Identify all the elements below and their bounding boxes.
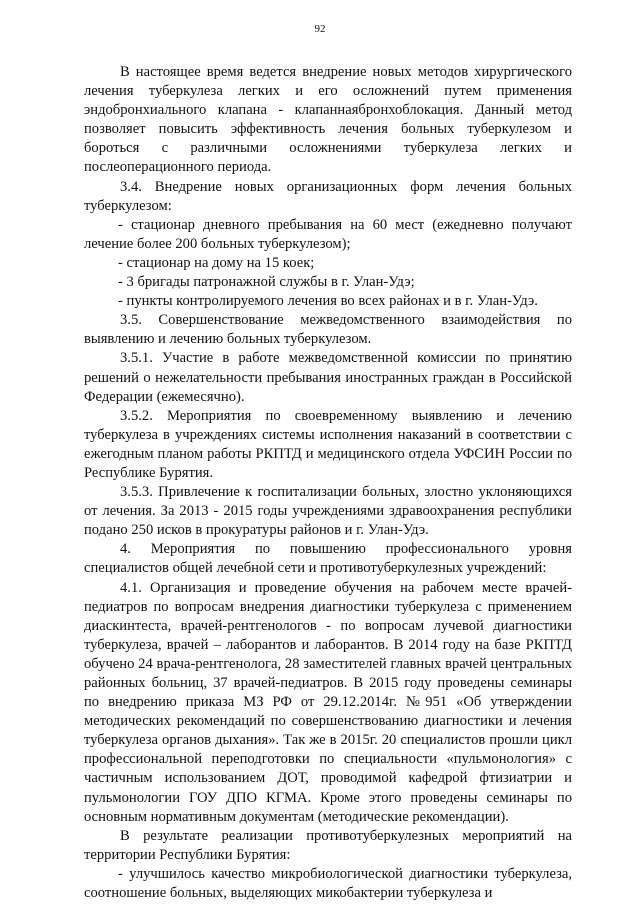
paragraph-4: 4. Мероприятия по повышению профессионального уровня специалистов общей лечебной сети и противотуберкулезных учреждений:	[84, 541, 572, 577]
body-text	[84, 63, 572, 903]
paragraph-3-5-2: 3.5.2. Мероприятия по своевременному выявлению и лечению туберкулеза в учреждениях системы исполнения наказаний в соответствии с ежегодным планом работы РКПТД и медицинского отдела УФСИН России по Республике Бурятия.	[84, 407, 572, 481]
list-item-home-hospital: - стационар на дому на 15 коек;	[118, 254, 315, 271]
paragraph-surgical-methods: В настоящее время ведется внедрение новых методов хирургического лечения туберкулеза легких и его осложнений путем применения эндобронхиального клапана - клапаннаябронхоблокация. Данный метод позволяет повысить эффективность лечения больных туберкулезом и бороться с различными осложнениями туберкулеза легких и послеоперационного периода.	[84, 64, 572, 176]
list-item-day-hospital: - стационар дневного пребывания на 60 мест (ежедневно получают лечение более 200 больных туберкулезом);	[84, 216, 572, 252]
list-item-patronage-teams: - 3 бригады патронажной службы в г. Улан-Удэ;	[118, 274, 415, 291]
paragraph-3-5-1: 3.5.1. Участие в работе межведомственной комиссии по принятию решений о нежелательности пребывания иностранных граждан в Российской Федерации (ежемесячно).	[84, 350, 572, 405]
paragraph-4-1: 4.1. Организация и проведение обучения на рабочем месте врачей-педиатров по вопросам внедрения диагностики туберкулеза с применением диаскинтеста, врачей-рентгенологов - по вопросам лучевой диагностики туберкулеза, врачей – лаборантов и лаборантов. В 2014 году на базе РКПТД обучено 24 врача-рентгенолога, 28 заместителей главных врачей центральных районных больниц, 37 врачей-педиатров. В 2015 году проведены семинары по внедрению приказа МЗ РФ от 29.12.2014г. №951 «Об утверждении методических рекомендаций по совершенствованию диагностики и лечения туберкулеза органов дыхания». Так же в 2015г. 20 специалистов прошли цикл профессиональной переподготовки по специальности «пульмонология» с частичным использованием ДОТ, проводимой кафедрой фтизиатрии и пульмонологии ГОУ ДПО КГМА. Кроме этого проведены семинары по основным нормативным документам (методические рекомендации).	[84, 579, 572, 825]
paragraph-3-5-3: 3.5.3. Привлечение к госпитализации больных, злостно уклоняющихся от лечения. За 2013 - 2015 годы учреждениями здравоохранения республики подано 250 исков в прокуратуры районов и г. Улан-Удэ.	[84, 484, 572, 539]
page-number: 92	[314, 23, 326, 35]
paragraph-3-4: 3.4. Внедрение новых организационных форм лечения больных туберкулезом:	[84, 178, 572, 214]
list-item-microbiology: - улучшилось качество микробиологической диагностики туберкулеза, соотношение больных, выделяющих микобактерии туберкулеза и	[84, 865, 572, 902]
paragraph-results: В результате реализации противотуберкулезных мероприятий на территории Республики Бурятия:	[84, 827, 572, 863]
list-item-controlled-treatment: - пункты контролируемого лечения во всех районах и в г. Улан-Удэ.	[118, 293, 538, 310]
paragraph-3-5: 3.5. Совершенствование межведомственного взаимодействия по выявлению и лечению больных туберкулезом.	[84, 312, 572, 348]
